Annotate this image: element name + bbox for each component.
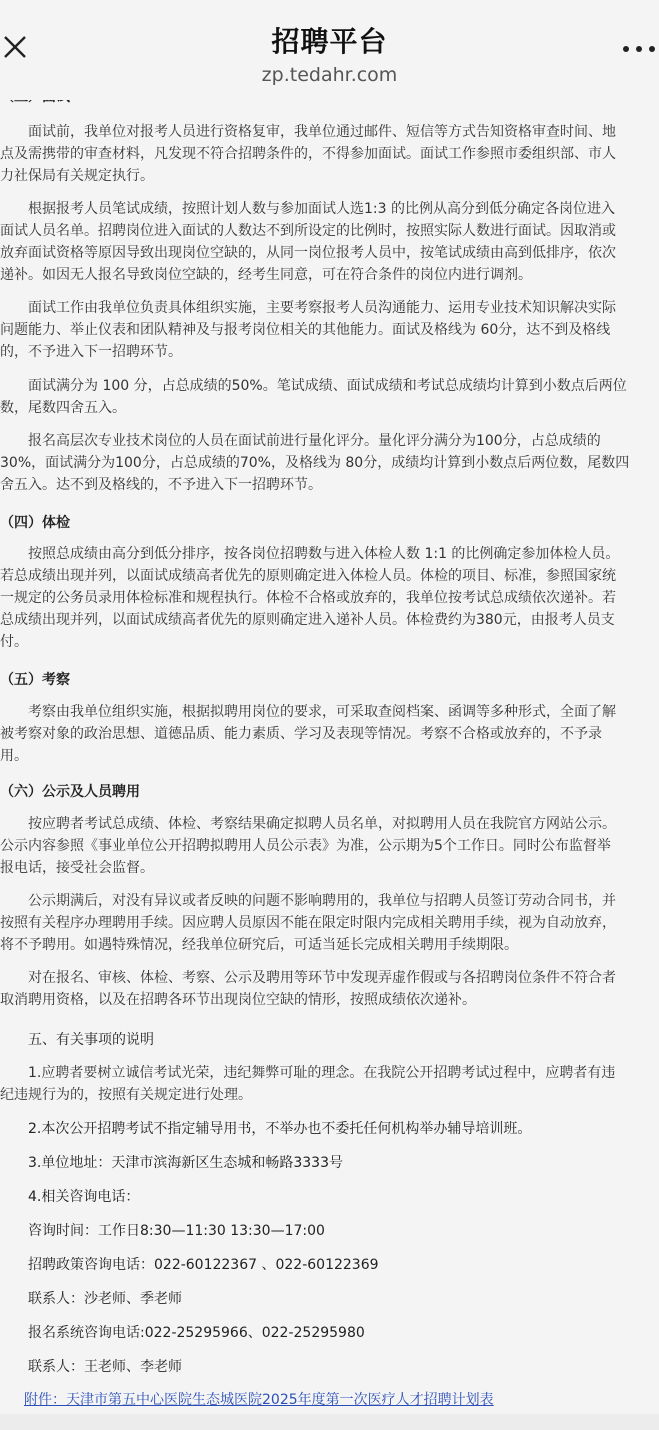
note-item: 4.相关咨询电话： xyxy=(0,1189,140,1205)
paragraph xyxy=(0,431,659,497)
note-item: 2.本次公开招聘考试不指定辅导用书，不举办也不委托任何机构举办辅导培训班。 xyxy=(0,1121,532,1137)
paragraph-line: 付。 xyxy=(0,634,28,650)
paragraph-line: 力社保局有关规定执行。 xyxy=(0,168,154,184)
notes-heading: 五、有关事项的说明 xyxy=(0,1032,154,1048)
paragraph-line: 一规定的公务员录用体检标准和规程执行。体检不合格或放弃的，我单位按考试总成绩依次递补。若 xyxy=(0,590,616,606)
note-item xyxy=(0,1063,659,1107)
exam-heading: （四）体检 xyxy=(0,515,70,531)
paragraph-line: 问题能力、举止仪表和团队精神及与报考岗位相关的其他能力。面试及格线为 60分，达不到及格线 xyxy=(0,322,611,338)
paragraph-line: 被考察对象的政治思想、道德品质、能力素质、学习及表现等情况。考察不合格或放弃的，不予录 xyxy=(0,726,602,742)
paragraph xyxy=(0,891,659,957)
paragraph-line: 将不予聘用。如遇特殊情况，经我单位研究后，可适当延长完成相关聘用手续期限。 xyxy=(0,937,518,953)
paragraph-line: 按应聘者考试总成绩、体检、考察结果确定拟聘人员名单，对拟聘用人员在我院官方网站公示。 xyxy=(0,816,616,832)
note-item: 报名系统咨询电话:022-25295966、022-25295980 xyxy=(0,1325,365,1341)
paragraph xyxy=(0,298,659,364)
paragraph-line: 面试满分为 100 分，占总成绩的50%。笔试成绩、面试成绩和考试总成绩均计算到小数点后两位 xyxy=(0,378,627,394)
paragraph-line: 按照总成绩由高分到低分排序，按各岗位招聘数与进入体检人数 1:1 的比例确定参加体检人员。 xyxy=(0,546,620,562)
paragraph-line: 根据报考人员笔试成绩，按照计划人数与参加面试人选1:3 的比例从高分到低分确定各岗位进入 xyxy=(0,201,615,217)
paragraph-line: 舍五入。达不到及格线的，不予进入下一招聘环节。 xyxy=(0,477,322,493)
paragraph xyxy=(0,544,659,654)
paragraph-line: 纪违规行为的，按照有关规定进行处理。 xyxy=(0,1087,252,1103)
paragraph-line: 总成绩出现并列，以面试成绩高者优先的原则确定进入递补人员。体检费约为380元，由报考人员支 xyxy=(0,612,615,628)
paragraph-line: 按照有关程序办理聘用手续。因应聘人员原因不能在限定时限内完成相关聘用手续，视为自动放弃， xyxy=(0,915,616,931)
page-title: 招聘平台 xyxy=(271,25,388,58)
publicity-heading: （六）公示及人员聘用 xyxy=(0,784,140,800)
paragraph-line: 面试工作由我单位负责具体组织实施，主要考察报考人员沟通能力、运用专业技术知识解决实际 xyxy=(0,300,616,316)
paragraph xyxy=(0,199,659,287)
top-bar xyxy=(0,0,659,100)
paragraph-line: 用。 xyxy=(0,748,28,764)
paragraph xyxy=(0,376,659,420)
note-item: 招聘政策咨询电话：022-60122367 、022-60122369 xyxy=(0,1257,379,1273)
paragraph-line: 面试前，我单位对报考人员进行资格复审，我单位通过邮件、短信等方式告知资格审查时间、地 xyxy=(0,124,616,140)
bottom-bar xyxy=(0,1414,659,1430)
paragraph-line: 取消聘用资格，以及在招聘各环节出现岗位空缺的情形，按照成绩依次递补。 xyxy=(0,992,476,1008)
paragraph-line: 数，尾数四舍五入。 xyxy=(0,400,126,416)
paragraph-line: 公示内容参照《事业单位公开招聘拟聘用人员公示表》为准，公示期为5个工作日。同时公布监督举 xyxy=(0,838,611,854)
note-item: 联系人：王老师、李老师 xyxy=(0,1359,182,1375)
paragraph-line: 考察由我单位组织实施，根据拟聘用岗位的要求，可采取查阅档案、函调等多种形式，全面了解 xyxy=(0,704,616,720)
paragraph-line: 面试人员名单。招聘岗位进入面试的人数达不到所设定的比例时，按照实际人数进行面试。因取消或 xyxy=(0,223,616,239)
note-item: 3.单位地址：天津市滨海新区生态城和畅路3333号 xyxy=(0,1155,343,1171)
paragraph xyxy=(0,968,659,1012)
paragraph xyxy=(0,814,659,880)
paragraph-line: 报名高层次专业技术岗位的人员在面试前进行量化评分。量化评分满分为100分，占总成绩的 xyxy=(0,433,601,449)
paragraph-line: 报电话，接受社会监督。 xyxy=(0,860,154,876)
paragraph-line: 30%，面试满分为100分，占总成绩的70%，及格线为 80分，成绩均计算到小数点后两位数，尾数四 xyxy=(0,455,630,471)
paragraph-line: 若总成绩出现并列，以面试成绩高者优先的原则确定进入体检人员。体检的项目、标准，参照国家统 xyxy=(0,568,616,584)
attachment-link[interactable]: 附件：天津市第五中心医院生态城医院2025年度第一次医疗人才招聘计划表 xyxy=(24,1392,494,1408)
more-icon[interactable] xyxy=(623,46,657,54)
article-content[interactable] xyxy=(0,84,659,1414)
paragraph-line: 放弃面试资格等原因导致出现岗位空缺的，从同一岗位报考人员中，按笔试成绩由高到低排序，依次 xyxy=(0,245,616,261)
paragraph-line: 点及需携带的审查材料，凡发现不符合招聘条件的，不得参加面试。面试工作参照市委组织部、市人 xyxy=(0,146,616,162)
inspect-heading: （五）考察 xyxy=(0,672,70,688)
paragraph-line: 1.应聘者要树立诚信考试光荣，违纪舞弊可耻的理念。在我院公开招聘考试过程中，应聘者有违 xyxy=(0,1065,616,1081)
paragraph-line: 递补。如因无人报名导致岗位空缺的，经考生同意，可在符合条件的岗位内进行调剂。 xyxy=(0,267,532,283)
paragraph xyxy=(0,122,659,188)
paragraph-line: 的，不予进入下一招聘环节。 xyxy=(0,344,182,360)
page-url: zp.tedahr.com xyxy=(261,64,398,86)
paragraph xyxy=(0,702,659,768)
note-item: 联系人：沙老师、季老师 xyxy=(0,1291,182,1307)
paragraph-line: 公示期满后，对没有异议或者反映的问题不影响聘用的，我单位与招聘人员签订劳动合同书，并 xyxy=(0,893,616,909)
paragraph-line: 对在报名、审核、体检、考察、公示及聘用等环节中发现弄虚作假或与各招聘岗位条件不符合者 xyxy=(0,970,616,986)
note-item: 咨询时间：工作日8:30—11:30 13:30—17:00 xyxy=(0,1223,325,1239)
